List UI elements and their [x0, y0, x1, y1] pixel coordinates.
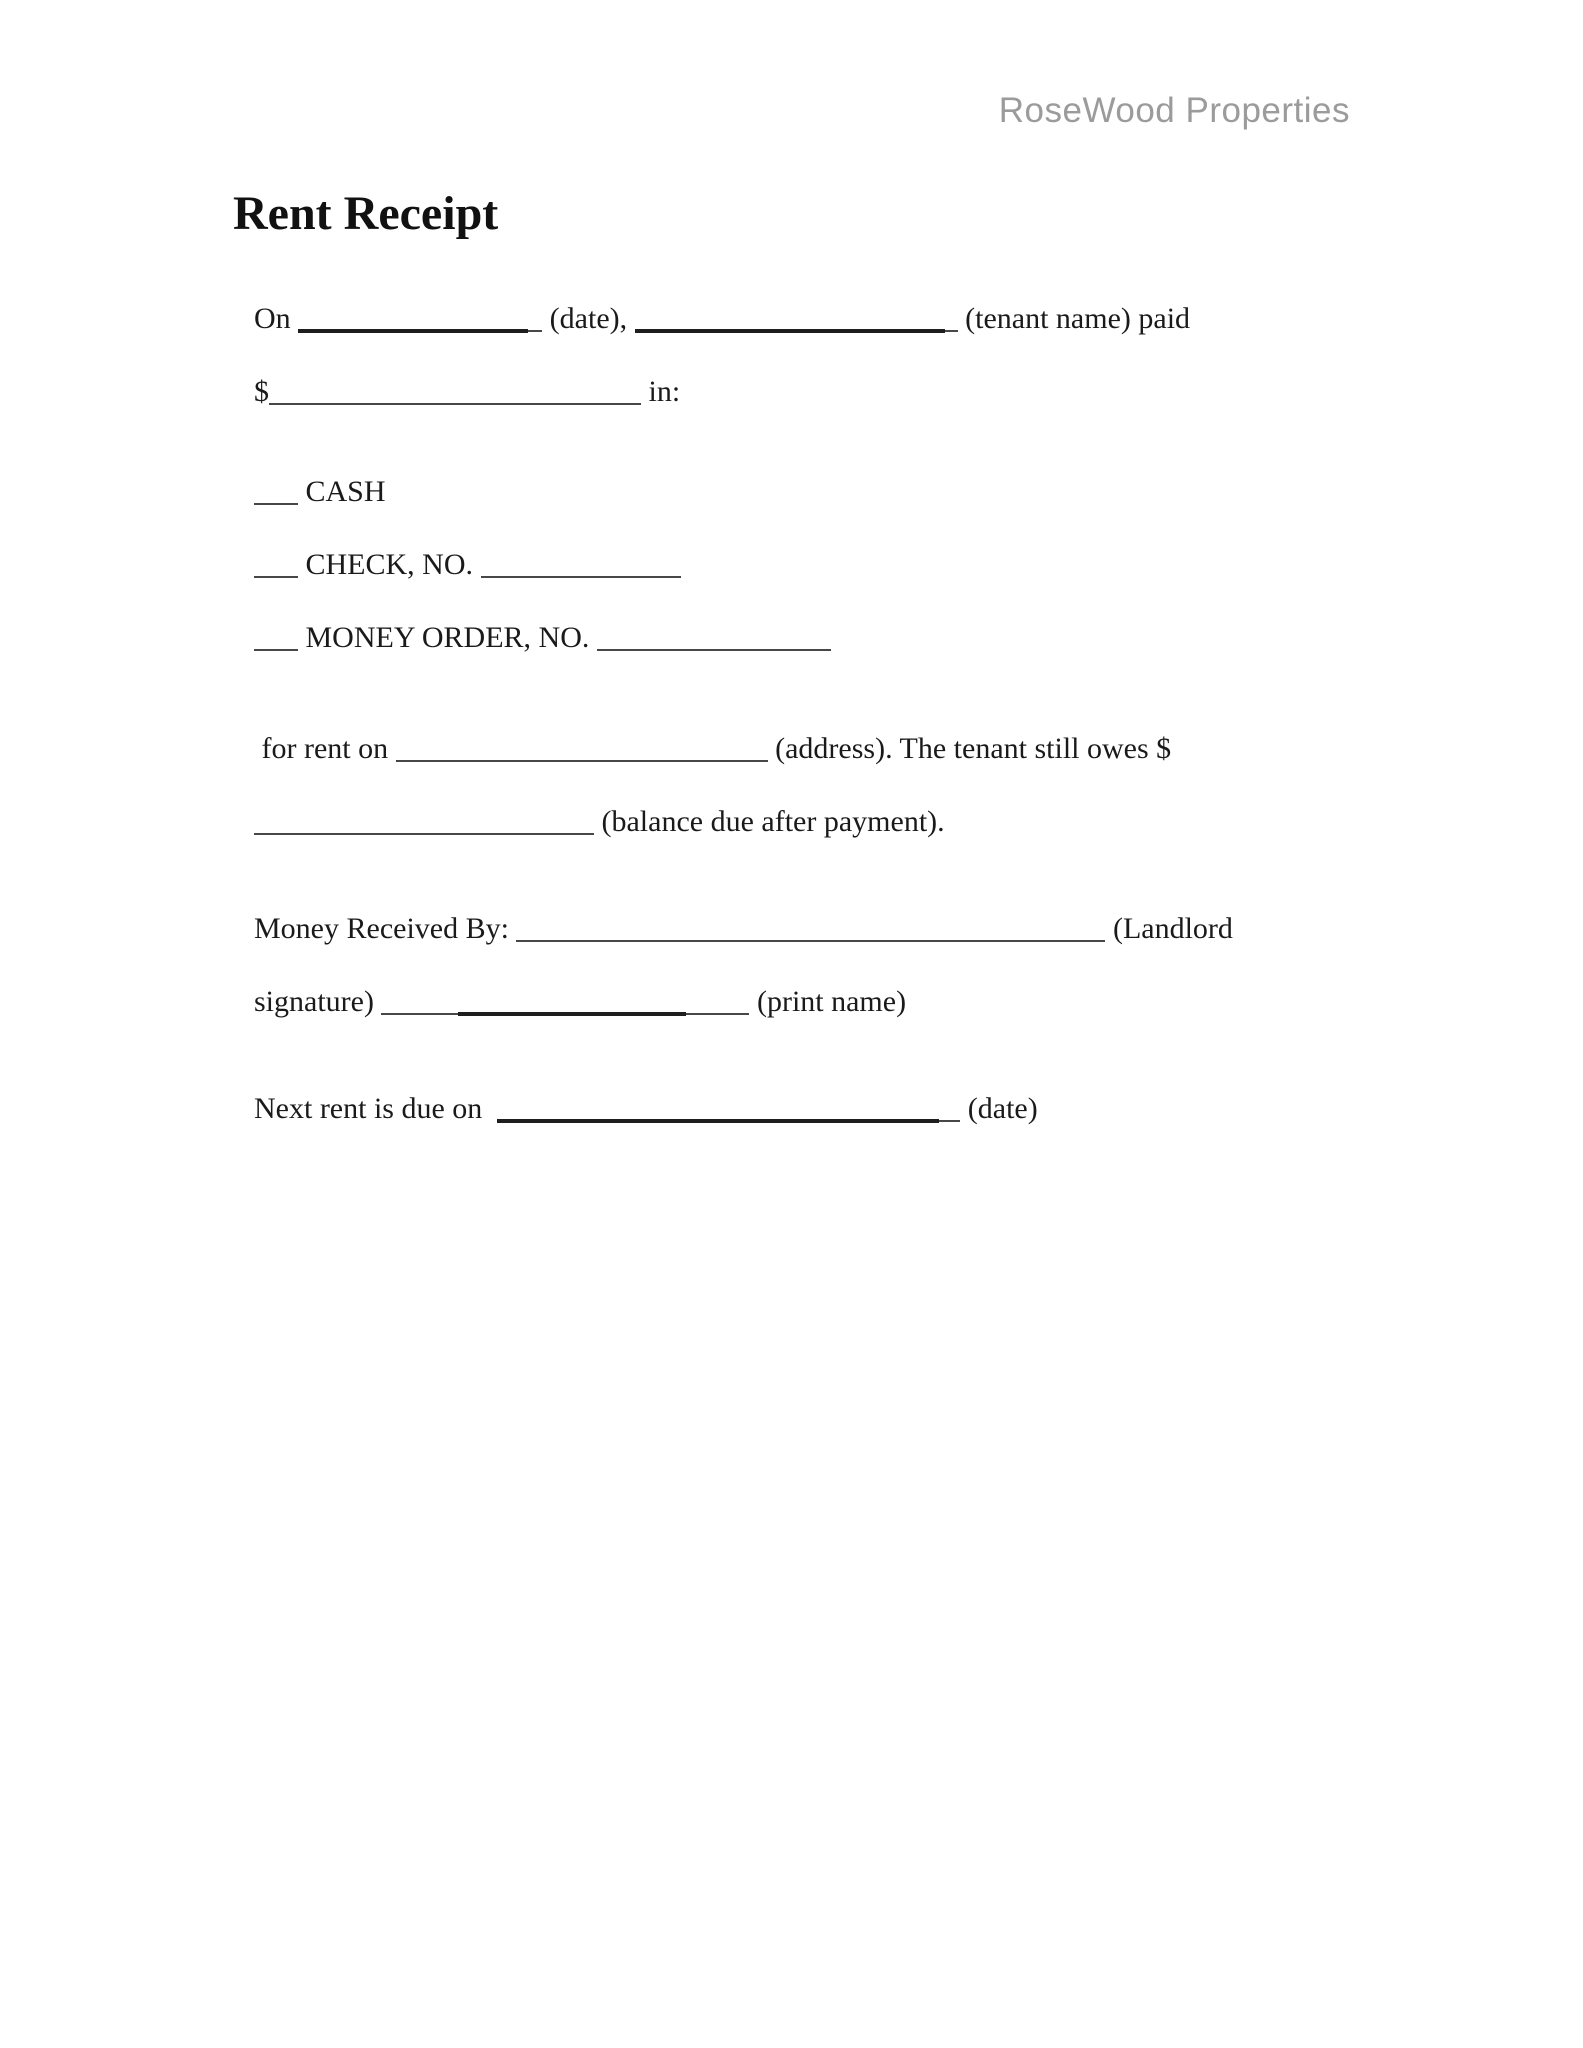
line-rent-address: [254, 712, 1583, 785]
line-method-money-order: [254, 601, 1583, 674]
money-order-check-blank: [254, 649, 298, 651]
print-name-blank-bold: [458, 1012, 686, 1016]
landlord-signature-blank: [516, 940, 1105, 942]
print-name-blank-end: [686, 1013, 749, 1015]
line-method-cash: [254, 455, 1583, 528]
line-date-tenant: [254, 282, 1583, 355]
tenant-name-blank: [635, 329, 945, 333]
next-due-date-blank-tail: [939, 1120, 960, 1122]
check-number-blank: [481, 576, 681, 578]
text-check-label: CHECK, NO.: [298, 548, 481, 581]
line-next-due: [254, 1072, 1583, 1145]
check-check-blank: [254, 576, 298, 578]
document-title: Rent Receipt: [233, 187, 499, 240]
line-signature: [254, 965, 1583, 1038]
date-blank: [298, 329, 528, 333]
text-next-due-date-label: (date): [960, 1092, 1038, 1125]
text-next-rent-due: Next rent is due on: [254, 1092, 498, 1125]
line-amount: [254, 355, 1583, 428]
amount-blank: [269, 403, 641, 405]
text-dollar-sign: $: [254, 375, 269, 408]
text-address-label: (address). The tenant still owes $: [767, 732, 1172, 765]
text-signature: signature): [254, 985, 382, 1018]
print-name-blank-start: [381, 1013, 458, 1015]
text-for-rent-on: for rent on: [254, 732, 396, 765]
text-date-label: (date),: [542, 302, 635, 335]
text-tenant-label: (tenant name) paid: [957, 302, 1191, 335]
text-money-order-label: MONEY ORDER, NO.: [298, 621, 597, 654]
next-due-date-blank: [497, 1119, 939, 1123]
cash-check-blank: [254, 503, 298, 505]
company-name: RoseWood Properties: [998, 91, 1350, 130]
line-method-check: [254, 528, 1583, 601]
text-landlord-label: (Landlord: [1105, 912, 1233, 945]
balance-blank: [254, 833, 594, 835]
line-balance: [254, 785, 1583, 858]
text-print-name-label: (print name): [749, 985, 907, 1018]
address-blank: [396, 760, 768, 762]
text-on: On: [254, 302, 299, 335]
text-balance-label: (balance due after payment).: [594, 805, 945, 838]
text-received-by: Money Received By:: [254, 912, 517, 945]
text-cash-label: CASH: [298, 475, 386, 508]
text-in-label: in:: [641, 375, 681, 408]
date-blank-tail: [528, 330, 542, 332]
line-received-by: [254, 892, 1583, 965]
money-order-number-blank: [597, 649, 831, 651]
tenant-name-blank-tail: [945, 330, 958, 332]
